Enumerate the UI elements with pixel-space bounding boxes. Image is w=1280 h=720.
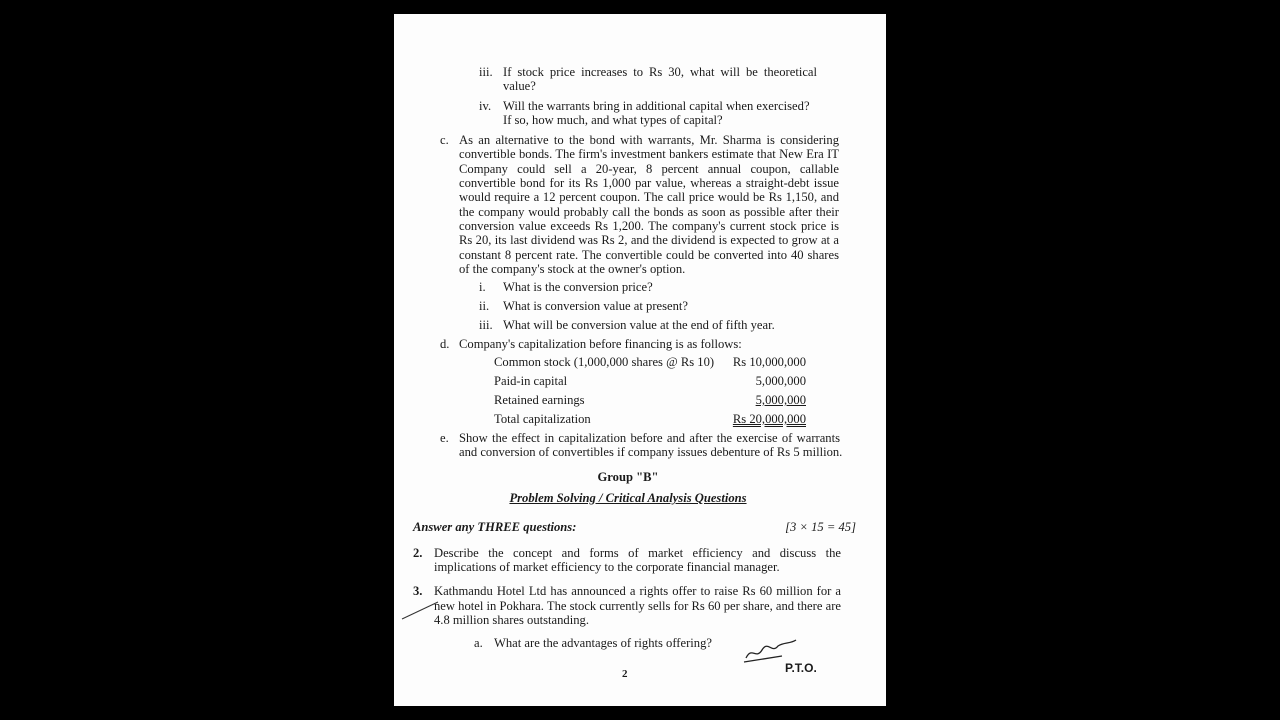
- text-line: Kathmandu Hotel Ltd has announced a rights offer to raise Rs 60 million for a: [434, 584, 841, 598]
- item-label: a.: [474, 636, 483, 650]
- text-line: implications of market efficiency to the corporate financial manager.: [434, 560, 780, 574]
- marks: [3 × 15 = 45]: [785, 520, 856, 534]
- text-line: convertible bond for its Rs 1,000 par value, whereas a straight-debt issue: [459, 176, 839, 191]
- item-label: iii.: [479, 318, 493, 332]
- text-line: Will the warrants bring in additional capital when exercised?: [503, 99, 810, 113]
- table-amount: Rs 20,000,000: [732, 412, 806, 426]
- text-line: constant 8 percent rate. The convertible could be converted into 40 shares: [459, 247, 839, 262]
- table-item: Common stock (1,000,000 shares @ Rs 10): [494, 355, 715, 369]
- page-number: 2: [622, 668, 628, 680]
- question-text: What is the conversion price?: [503, 280, 653, 294]
- question-text: Company's capitalization before financing is as follows:: [459, 337, 742, 351]
- text-line: Rs 20, its last dividend was Rs 2, and the dividend is expected to grow at a: [459, 233, 839, 248]
- section-title: Problem Solving / Critical Analysis Questions: [509, 491, 747, 505]
- text-line: of the company's stock at the owner's option.: [459, 262, 686, 277]
- question-text: What will be conversion value at the end of fifth year.: [503, 318, 775, 332]
- text-line: If so, how much, and what types of capital?: [503, 113, 723, 127]
- exam-page: [394, 14, 886, 706]
- table-item: Retained earnings: [494, 393, 585, 407]
- text-line: Company could sell a 20-year, 8 percent annual coupon, callable: [459, 161, 839, 176]
- text-line: 4.8 million shares outstanding.: [434, 613, 589, 627]
- text-line: If stock price increases to Rs 30, what will be theoretical: [503, 65, 817, 79]
- pen-mark: [400, 592, 440, 622]
- item-label: i.: [479, 280, 486, 294]
- text-line: value?: [503, 79, 536, 93]
- text-line: the company would probably call the bonds as soon as possible after their: [459, 204, 839, 219]
- table-item: Paid-in capital: [494, 374, 568, 388]
- text-line: would require a 12 percent coupon. The call price would be Rs 1,150, and: [459, 190, 839, 205]
- item-label: e.: [440, 431, 449, 445]
- text-line: Show the effect in capitalization before and after the exercise of warrants: [459, 431, 840, 445]
- text-line: Describe the concept and forms of market efficiency and discuss the: [434, 546, 841, 560]
- question-text: What are the advantages of rights offering?: [494, 636, 712, 650]
- text-line: As an alternative to the bond with warrants, Mr. Sharma is considering: [459, 133, 839, 147]
- text-line: convertible bonds. The firm's investment bankers estimate that New Era IT: [459, 147, 839, 162]
- group-title: Group "B": [597, 470, 659, 484]
- text-line: and conversion of convertibles if company issues debenture of Rs 5 million.: [459, 445, 843, 459]
- table-amount: Rs 10,000,000: [732, 355, 806, 369]
- table-amount: [694, 392, 806, 408]
- text-line: conversion value exceeds Rs 1,200. The company's current stock price is: [459, 219, 839, 234]
- item-label: iii.: [479, 65, 493, 79]
- pto-label: P.T.O.: [785, 661, 817, 675]
- item-label: iv.: [479, 99, 492, 113]
- question-text: What is conversion value at present?: [503, 299, 688, 313]
- item-label: ii.: [479, 299, 490, 313]
- table-amount: 5,000,000: [755, 374, 806, 388]
- item-label: d.: [440, 337, 450, 351]
- instruction: Answer any THREE questions:: [413, 520, 577, 534]
- amount-value: 5,000,000: [755, 393, 806, 407]
- question-number: 3.: [413, 584, 423, 598]
- text-line: new hotel in Pokhara. The stock currently sells for Rs 60 per share, and there are: [434, 599, 841, 613]
- item-label: c.: [440, 133, 449, 147]
- table-item: Total capitalization: [494, 412, 591, 426]
- question-number: 2.: [413, 546, 423, 560]
